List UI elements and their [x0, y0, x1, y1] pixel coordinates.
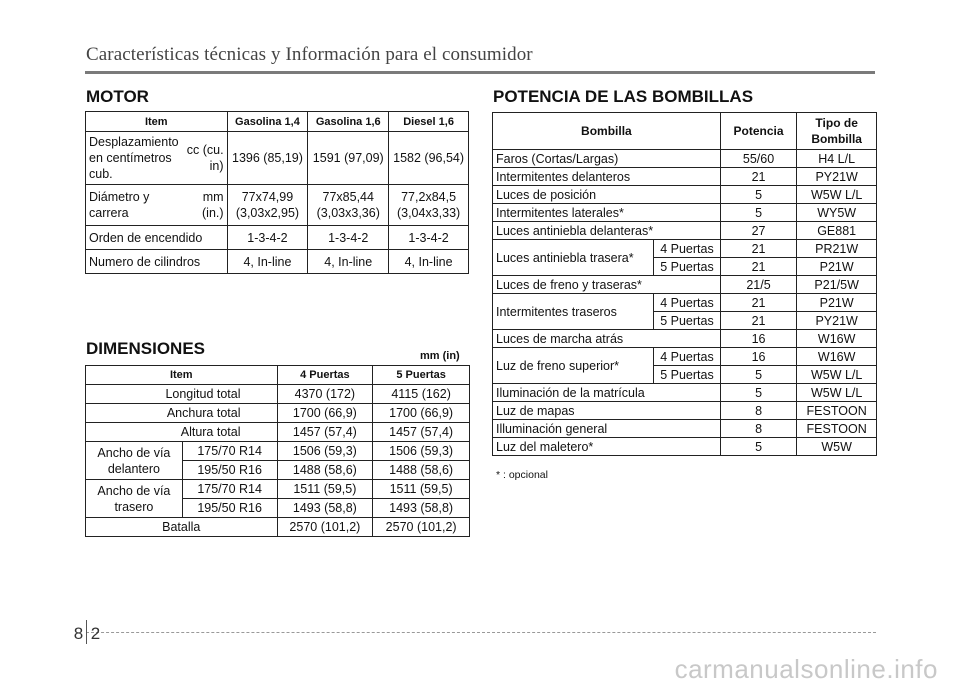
- bulb-row: [493, 348, 877, 366]
- motor-item-wrap: [89, 134, 224, 182]
- motor-row: [86, 250, 469, 274]
- dim-header-cell: 5 Puertas: [373, 366, 470, 385]
- bulb-type-cell: W16W: [797, 330, 877, 348]
- bulb-header-row: [493, 113, 877, 150]
- dim-group-label: Ancho de vía delantero: [86, 442, 183, 480]
- bombillas-footnote: * : opcional: [496, 469, 548, 481]
- motor-value-cell: 77,2x84,5 (3,04x3,33): [389, 185, 469, 226]
- bulb-door-cell: 4 Puertas: [654, 240, 721, 258]
- bulb-power-cell: 5: [720, 384, 797, 402]
- watermark: carmanualsonline.info: [674, 654, 938, 684]
- motor-header-cell: Gasolina 1,6: [308, 112, 389, 132]
- bulb-row: [493, 150, 877, 168]
- motor-row: [86, 226, 469, 250]
- dim-tire-cell: 175/70 R14: [182, 480, 277, 499]
- dim-tire-cell: 195/50 R16: [182, 461, 277, 480]
- bulb-power-cell: 8: [720, 402, 797, 420]
- dim-row: [86, 423, 470, 442]
- bulb-door-cell: 4 Puertas: [654, 348, 721, 366]
- bulb-door-cell: 4 Puertas: [654, 294, 721, 312]
- motor-header-cell: Item: [86, 112, 228, 132]
- bulb-type-cell: FESTOON: [797, 420, 877, 438]
- motor-header-row: [86, 112, 469, 132]
- motor-item-label: Numero de cilindros: [89, 254, 201, 269]
- motor-table: [85, 111, 469, 274]
- dimensiones-title: DIMENSIONES: [86, 339, 206, 358]
- bulb-power-cell: 5: [720, 186, 797, 204]
- motor-item-label: Desplazamiento en centímetros cub.: [89, 135, 179, 181]
- motor-value-cell: 1582 (96,54): [389, 132, 469, 185]
- dim-item-cell: Batalla: [86, 518, 278, 537]
- motor-item-cell: [86, 185, 228, 226]
- motor-header-cell: Diesel 1,6: [389, 112, 469, 132]
- dim-row: [86, 518, 470, 537]
- dim-row: [86, 480, 470, 499]
- motor-value-cell: 4, In-line: [227, 250, 308, 274]
- motor-item-cell: [86, 250, 228, 274]
- motor-value-cell: 1-3-4-2: [308, 226, 389, 250]
- bulb-row: [493, 240, 877, 258]
- motor-item-wrap: [89, 189, 224, 221]
- dimensiones-unit: mm (in): [420, 350, 460, 362]
- bulb-power-cell: 8: [720, 420, 797, 438]
- motor-item-wrap: [89, 230, 224, 246]
- dim-tire-cell: 195/50 R16: [182, 499, 277, 518]
- bulb-name-cell: Illuminación general: [493, 420, 721, 438]
- bulb-power-cell: 21/5: [720, 276, 797, 294]
- bulb-name-cell: Luz de mapas: [493, 402, 721, 420]
- bulb-header-cell: Tipo de Bombilla: [797, 113, 877, 150]
- motor-value-cell: 4, In-line: [389, 250, 469, 274]
- bulb-type-cell: W5W L/L: [797, 384, 877, 402]
- dim-value-cell: 1506 (59,3): [373, 442, 470, 461]
- bulb-name-cell: Intermitentes traseros: [493, 294, 654, 330]
- dim-tire-cell: 175/70 R14: [182, 442, 277, 461]
- dim-header-cell: 4 Puertas: [277, 366, 373, 385]
- bulb-type-cell: FESTOON: [797, 402, 877, 420]
- bulb-header-cell: Potencia: [720, 113, 797, 150]
- motor-value-cell: 77x74,99 (3,03x2,95): [227, 185, 308, 226]
- dim-value-cell: 4115 (162): [373, 385, 470, 404]
- bulb-name-cell: Intermitentes delanteros: [493, 168, 721, 186]
- bombillas-title: POTENCIA DE LAS BOMBILLAS: [493, 87, 754, 106]
- dim-value-cell: 1457 (57,4): [373, 423, 470, 442]
- dim-item-cell: Anchura total: [86, 404, 278, 423]
- dim-value-cell: 1493 (58,8): [373, 499, 470, 518]
- dim-value-cell: 2570 (101,2): [373, 518, 470, 537]
- motor-item-cell: [86, 132, 228, 185]
- bulb-name-cell: Luces de posición: [493, 186, 721, 204]
- dim-value-cell: 1493 (58,8): [277, 499, 373, 518]
- bulb-type-cell: W5W L/L: [797, 186, 877, 204]
- bulb-type-cell: W16W: [797, 348, 877, 366]
- dim-row: [86, 404, 470, 423]
- motor-value-cell: 1-3-4-2: [227, 226, 308, 250]
- motor-item-label: Orden de encendido: [89, 230, 203, 245]
- bulb-row: [493, 420, 877, 438]
- dim-header-row: [86, 366, 470, 385]
- bulb-row: [493, 204, 877, 222]
- bulb-row: [493, 294, 877, 312]
- bulb-power-cell: 55/60: [720, 150, 797, 168]
- page-number-digit-1: 8: [73, 624, 84, 643]
- bulb-type-cell: P21W: [797, 294, 877, 312]
- dim-value-cell: 1511 (59,5): [373, 480, 470, 499]
- bulb-name-cell: Luz del maletero*: [493, 438, 721, 456]
- bulb-type-cell: W5W: [797, 438, 877, 456]
- dim-header-cell: Item: [86, 366, 278, 385]
- page-header-title: Características técnicas y Información para el consumidor: [86, 44, 533, 65]
- motor-title: MOTOR: [86, 87, 149, 106]
- bulb-row: [493, 222, 877, 240]
- dim-item-cell: Altura total: [86, 423, 278, 442]
- header-rule: [85, 71, 875, 74]
- bulb-door-cell: 5 Puertas: [654, 366, 721, 384]
- bulb-door-cell: 5 Puertas: [654, 312, 721, 330]
- motor-value-cell: 1396 (85,19): [227, 132, 308, 185]
- motor-item-unit: cc (cu. in): [186, 143, 224, 173]
- dim-value-cell: 1700 (66,9): [277, 404, 373, 423]
- dim-value-cell: 1511 (59,5): [277, 480, 373, 499]
- bulb-row: [493, 384, 877, 402]
- bulb-power-cell: 5: [720, 366, 797, 384]
- dim-value-cell: 1488 (58,6): [277, 461, 373, 480]
- bulb-type-cell: W5W L/L: [797, 366, 877, 384]
- dim-value-cell: 2570 (101,2): [277, 518, 373, 537]
- motor-row: [86, 132, 469, 185]
- dim-value-cell: 1457 (57,4): [277, 423, 373, 442]
- bulb-name-cell: Luces antiniebla trasera*: [493, 240, 654, 276]
- bulb-type-cell: H4 L/L: [797, 150, 877, 168]
- bulb-name-cell: Luz de freno superior*: [493, 348, 654, 384]
- motor-value-cell: 1591 (97,09): [308, 132, 389, 185]
- dim-value-cell: 1488 (58,6): [373, 461, 470, 480]
- motor-value-cell: 77x85,44 (3,03x3,36): [308, 185, 389, 226]
- dim-value-cell: 1700 (66,9): [373, 404, 470, 423]
- motor-value-cell: 1-3-4-2: [389, 226, 469, 250]
- bulb-type-cell: PY21W: [797, 168, 877, 186]
- bulb-power-cell: 21: [720, 312, 797, 330]
- bulb-type-cell: PR21W: [797, 240, 877, 258]
- dim-group-label: Ancho de vía trasero: [86, 480, 183, 518]
- bulb-row: [493, 276, 877, 294]
- motor-value-cell: 4, In-line: [308, 250, 389, 274]
- bulb-type-cell: P21W: [797, 258, 877, 276]
- motor-header-cell: Gasolina 1,4: [227, 112, 308, 132]
- page-number: [70, 624, 104, 644]
- bulb-power-cell: 5: [720, 204, 797, 222]
- bulb-power-cell: 27: [720, 222, 797, 240]
- bulb-power-cell: 21: [720, 258, 797, 276]
- bulb-power-cell: 5: [720, 438, 797, 456]
- bulb-name-cell: Luces antiniebla delanteras*: [493, 222, 721, 240]
- bulb-power-cell: 21: [720, 168, 797, 186]
- bulb-name-cell: Intermitentes laterales*: [493, 204, 721, 222]
- bombillas-table: [492, 112, 877, 456]
- bulb-power-cell: 16: [720, 348, 797, 366]
- bulb-row: [493, 186, 877, 204]
- bulb-header-cell: Bombilla: [493, 113, 721, 150]
- bulb-name-cell: Luces de marcha atrás: [493, 330, 721, 348]
- dim-value-cell: 4370 (172): [277, 385, 373, 404]
- bulb-row: [493, 168, 877, 186]
- motor-row: [86, 185, 469, 226]
- bulb-type-cell: GE881: [797, 222, 877, 240]
- bulb-type-cell: P21/5W: [797, 276, 877, 294]
- motor-item-label: Diámetro y carrera: [89, 190, 150, 220]
- dim-item-cell: Longitud total: [86, 385, 278, 404]
- bulb-type-cell: WY5W: [797, 204, 877, 222]
- bulb-name-cell: Luces de freno y traseras*: [493, 276, 721, 294]
- dim-value-cell: 1506 (59,3): [277, 442, 373, 461]
- page-number-digit-2: 2: [90, 624, 101, 643]
- bulb-row: [493, 330, 877, 348]
- bulb-name-cell: Faros (Cortas/Largas): [493, 150, 721, 168]
- dim-row: [86, 385, 470, 404]
- bulb-type-cell: PY21W: [797, 312, 877, 330]
- motor-item-cell: [86, 226, 228, 250]
- bulb-power-cell: 16: [720, 330, 797, 348]
- bulb-power-cell: 21: [720, 240, 797, 258]
- motor-item-unit: mm (in.): [202, 190, 224, 220]
- dim-row: [86, 442, 470, 461]
- dimensiones-table: [85, 365, 470, 537]
- bulb-door-cell: 5 Puertas: [654, 258, 721, 276]
- footer-rule: [86, 632, 876, 634]
- bulb-row: [493, 402, 877, 420]
- bulb-row: [493, 438, 877, 456]
- motor-item-wrap: [89, 254, 224, 270]
- bulb-name-cell: Iluminación de la matrícula: [493, 384, 721, 402]
- bulb-power-cell: 21: [720, 294, 797, 312]
